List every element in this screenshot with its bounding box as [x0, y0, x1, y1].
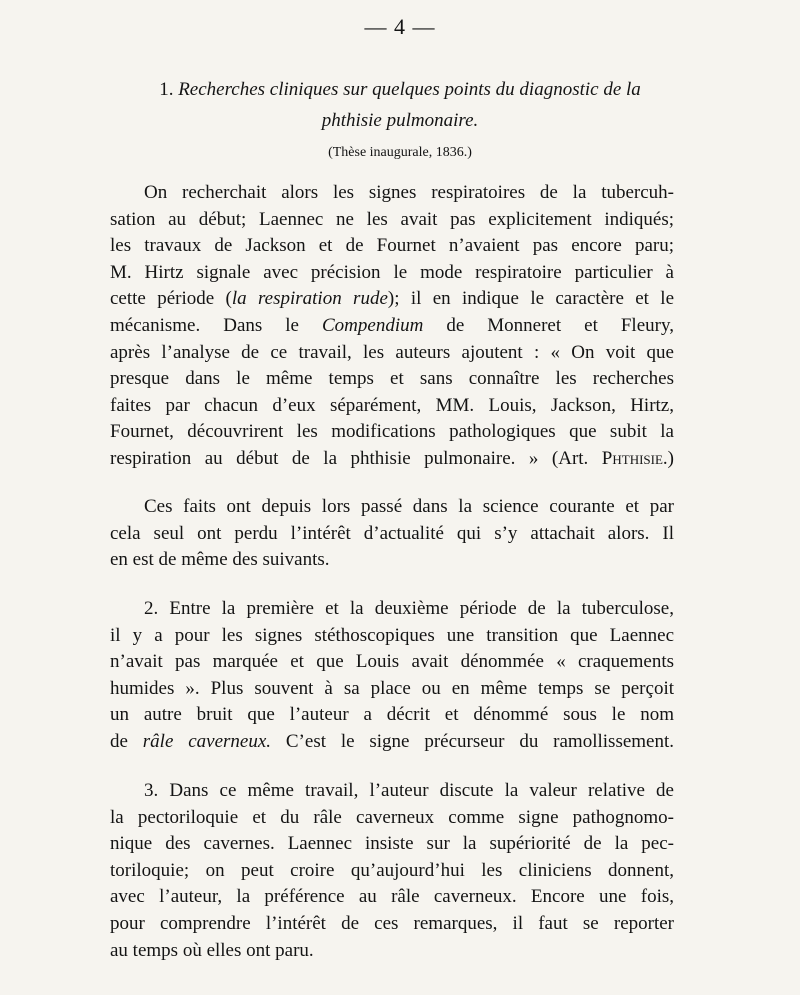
text-line: cela seul ont perdu l’intérêt d’actualité qui s’y attachait alors. Il — [110, 522, 674, 544]
text-line: nique des cavernes. Laennec insiste sur la supériorité de la pec- — [110, 833, 674, 855]
thesis-note: (Thèse inaugurale, 1836.) — [328, 145, 472, 160]
text-line: un autre bruit que l’auteur a décrit et dénommé sous le nom — [110, 704, 674, 726]
paragraph-4 — [110, 778, 674, 964]
text-line — [110, 286, 674, 313]
text-line: 3. Dans ce même travail, l’auteur discute la valeur relative de — [144, 780, 674, 801]
text-line: la pectoriloquie et du râle caverneux comme signe pathognomo- — [110, 806, 674, 828]
text-span: ); il en indique le caractère et le — [387, 288, 674, 310]
text-span: .) — [662, 447, 674, 469]
section-title-line-1: Recherches cliniques sur quelques points du diagnostic de la — [178, 79, 641, 100]
paragraph-1 — [110, 180, 674, 473]
small-caps-term: Phthisie — [601, 447, 663, 469]
text-line: M. Hirtz signale avec précision le mode respiratoire particulier à — [110, 261, 674, 283]
text-line — [110, 313, 674, 340]
text-line: Fournet, découvrirent les modifications pathologiques que subit la — [110, 421, 674, 443]
text-span: de — [110, 730, 143, 752]
text-span: de Monneret et Fleury, — [423, 314, 674, 336]
text-line: sation au début; Laennec ne les avait pas explicitement indiqués; — [110, 208, 674, 230]
text-line: pour comprendre l’intérêt de ces remarques, il faut se reporter — [110, 912, 674, 934]
text-line: en est de même des suivants. — [110, 549, 330, 571]
paragraph-2 — [110, 494, 674, 574]
text-line: au temps où elles ont paru. — [110, 939, 314, 961]
text-span: mécanisme. Dans le — [110, 314, 322, 336]
text-span: respiration au début de la phthisie pulmonaire. » (Art. — [110, 447, 602, 469]
text-span: cette période ( — [110, 288, 232, 310]
section-heading — [130, 74, 670, 136]
text-span: C’est le signe précurseur du ramollissement. — [271, 730, 675, 752]
page-number: — 4 — — [364, 14, 436, 39]
text-line: après l’analyse de ce travail, les auteurs ajoutent : « On voit que — [110, 341, 674, 363]
text-line: humides ». Plus souvent à sa place ou en même temps se perçoit — [110, 677, 674, 699]
section-title-line-2: phthisie pulmonaire. — [321, 110, 479, 131]
text-line: On recherchait alors les signes respiratoires de la tubercuh- — [144, 182, 674, 203]
text-line: presque dans le même temps et sans connaître les recherches — [110, 368, 674, 390]
paragraph-3 — [110, 596, 674, 756]
text-line: il y a pour les signes stéthoscopiques une transition que Laennec — [110, 624, 674, 646]
text-line: les travaux de Jackson et de Fournet n’avaient pas encore paru; — [110, 235, 674, 257]
text-line — [110, 446, 674, 473]
text-line: 2. Entre la première et la deuxième période de la tuberculose, — [144, 598, 674, 619]
text-line: toriloquie; on peut croire qu’aujourd’hui les cliniciens donnent, — [110, 859, 674, 881]
text-line — [110, 729, 674, 756]
section-number: 1. — [159, 79, 174, 100]
italic-phrase: la respiration rude — [231, 288, 388, 310]
text-line: Ces faits ont depuis lors passé dans la science courante et par — [144, 496, 674, 517]
text-line: n’avait pas marquée et que Louis avait dénommée « craquements — [110, 651, 674, 673]
italic-phrase: râle caverneux. — [142, 730, 272, 752]
text-line: faites par chacun d’eux séparément, MM. Louis, Jackson, Hirtz, — [110, 394, 674, 416]
italic-phrase: Compendium — [322, 314, 424, 336]
text-line: avec l’auteur, la préférence au râle caverneux. Encore une fois, — [110, 886, 674, 908]
